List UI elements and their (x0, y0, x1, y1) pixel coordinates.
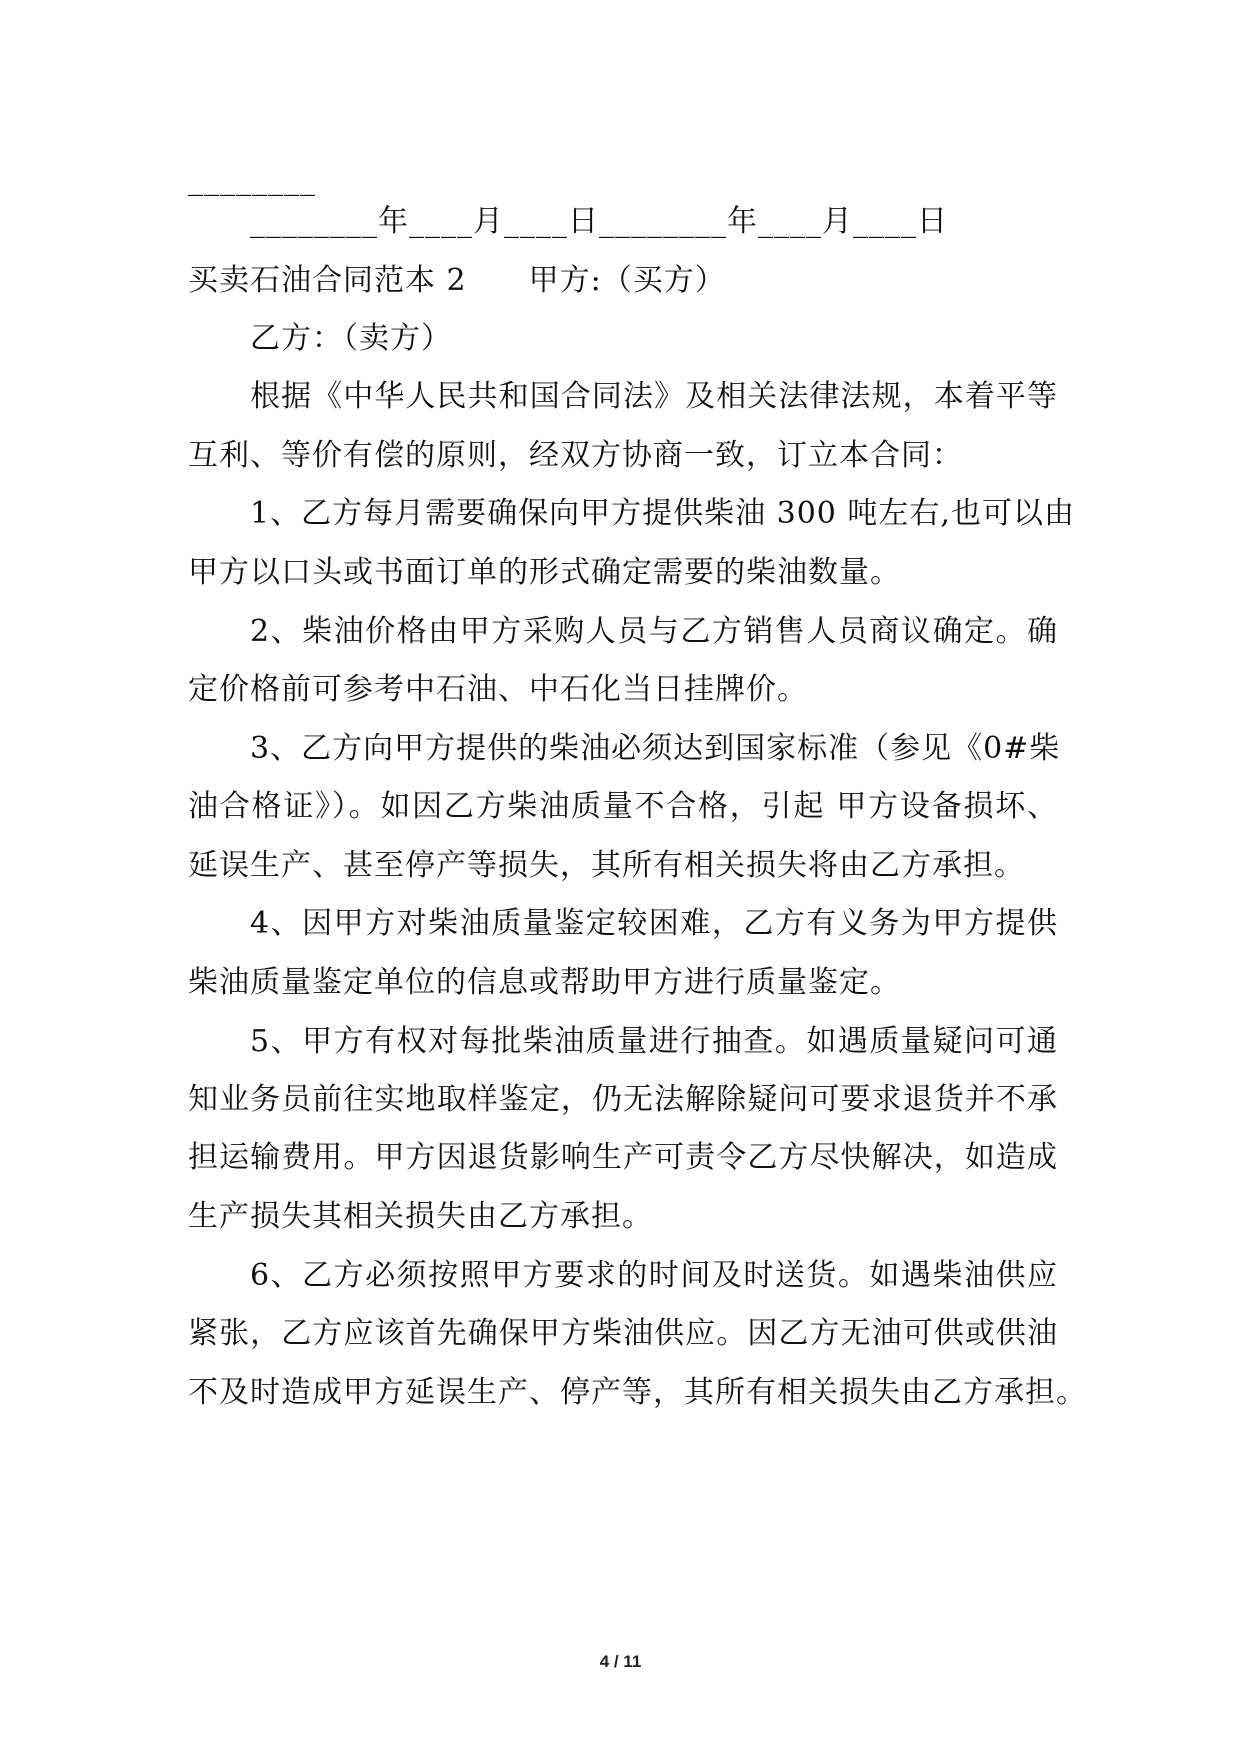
clause-1-line: 甲方以口头或书面订单的形式确定需要的柴油数量。 (188, 555, 901, 590)
clause-4-line: 4、因甲方对柴油质量鉴定较困难，乙方有义务为甲方提供 (250, 906, 1058, 941)
clause-5-line: 知业务员前往实地取样鉴定，仍无法解除疑问可要求退货并不承 (188, 1082, 1058, 1117)
clause-2-line: 2、柴油价格由甲方采购人员与乙方销售人员商议确定。确 (250, 614, 1058, 649)
clause-3-line: 3、乙方向甲方提供的柴油必须达到国家标准（参见《0#柴 (250, 731, 1061, 766)
clause-6-line: 紧张，乙方应该首先确保甲方柴油供应。因乙方无油可供或供油 (188, 1316, 1058, 1351)
clause-6-line: 不及时造成甲方延误生产、停产等，其所有相关损失由乙方承担。 (188, 1375, 1087, 1410)
page-number: 4 / 11 (599, 1652, 642, 1671)
clause-5-line: 生产损失其相关损失由乙方承担。 (188, 1199, 653, 1234)
signature-blank-line: ________ (188, 162, 316, 197)
party-b-line: 乙方：（卖方） (250, 321, 452, 356)
clause-5-line: 担运输费用。甲方因退货影响生产可责令乙方尽快解决，如造成 (188, 1140, 1058, 1175)
clause-1-line: 1、乙方每月需要确保向甲方提供柴油 300 吨左右,也可以由 (250, 496, 1075, 531)
preamble-line: 根据《中华人民共和国合同法》及相关法律法规，本着平等 (250, 379, 1058, 414)
clause-4-line: 柴油质量鉴定单位的信息或帮助甲方进行质量鉴定。 (188, 965, 901, 1000)
date-blank-line: ________年____月____日________年____月____日 (250, 204, 948, 239)
clause-3-line: 油合格证》）。如因乙方柴油质量不合格，引起 甲方设备损坏、 (188, 789, 1058, 824)
clause-6-line: 6、乙方必须按照甲方要求的时间及时送货。如遇柴油供应 (250, 1258, 1058, 1293)
clause-2-line: 定价格前可参考中石油、中石化当日挂牌价。 (188, 672, 808, 707)
clause-5-line: 5、甲方有权对每批柴油质量进行抽查。如遇质量疑问可通 (250, 1024, 1058, 1059)
preamble-line: 互利、等价有偿的原则，经双方协商一致，订立本合同： (188, 438, 963, 473)
contract-title-line: 买卖石油合同范本 2 甲方:（买方） (188, 263, 726, 298)
clause-3-line: 延误生产、甚至停产等损失，其所有相关损失将由乙方承担。 (188, 848, 1025, 883)
